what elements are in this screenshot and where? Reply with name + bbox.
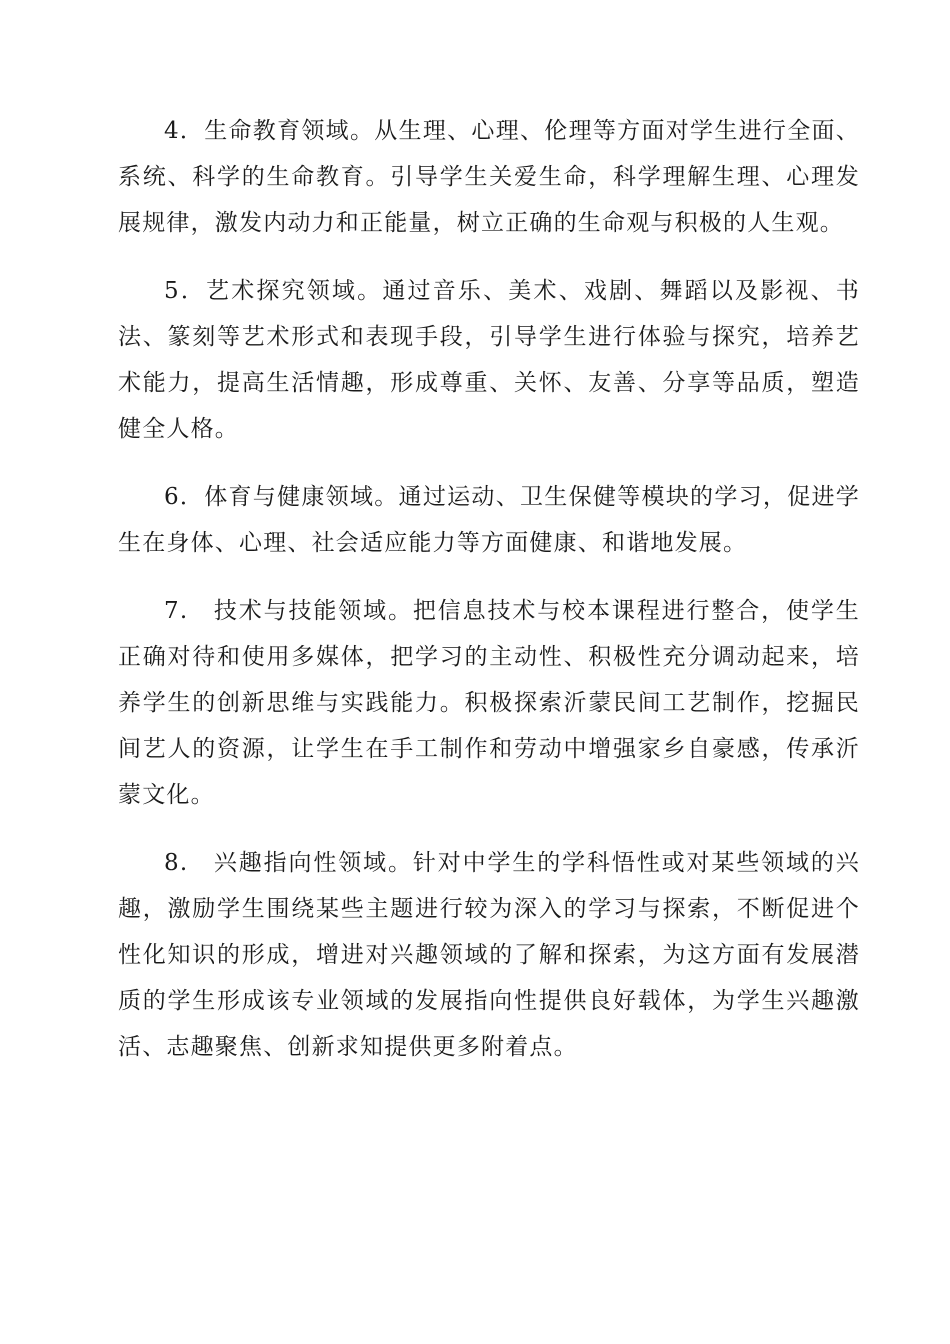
paragraph-life-education: 4．生命教育领域。从生理、心理、伦理等方面对学生进行全面、系统、科学的生命教育。引导学生关爱生命，科学理解生理、心理发展规律，激发内动力和正能量，树立正确的生命观与积极的人生观。 — [118, 118, 860, 236]
document-body — [118, 108, 860, 1070]
paragraph-sports-health: 6．体育与健康领域。通过运动、卫生保健等模块的学习，促进学生在身体、心理、社会适应能力等方面健康、和谐地发展。 — [118, 484, 860, 556]
paragraph-technology-skills: 7. 技术与技能领域。把信息技术与校本课程进行整合，使学生正确对待和使用多媒体，把学习的主动性、积极性充分调动起来，培养学生的创新思维与实践能力。积极探索沂蒙民间工艺制作，挖掘民间艺人的资源，让学生在手工制作和劳动中增强家乡自豪感，传承沂蒙文化。 — [118, 598, 860, 808]
paragraph-interest-orientation: 8. 兴趣指向性领域。针对中学生的学科悟性或对某些领域的兴趣，激励学生围绕某些主题进行较为深入的学习与探索，不断促进个性化知识的形成，增进对兴趣领域的了解和探索，为这方面有发展潜质的学生形成该专业领域的发展指向性提供良好载体，为学生兴趣激活、志趣聚焦、创新求知提供更多附着点。 — [118, 850, 860, 1060]
paragraph-art-exploration: 5．艺术探究领域。通过音乐、美术、戏剧、舞蹈以及影视、书法、篆刻等艺术形式和表现手段，引导学生进行体验与探究，培养艺术能力，提高生活情趣，形成尊重、关怀、友善、分享等品质，塑造健全人格。 — [118, 278, 860, 442]
